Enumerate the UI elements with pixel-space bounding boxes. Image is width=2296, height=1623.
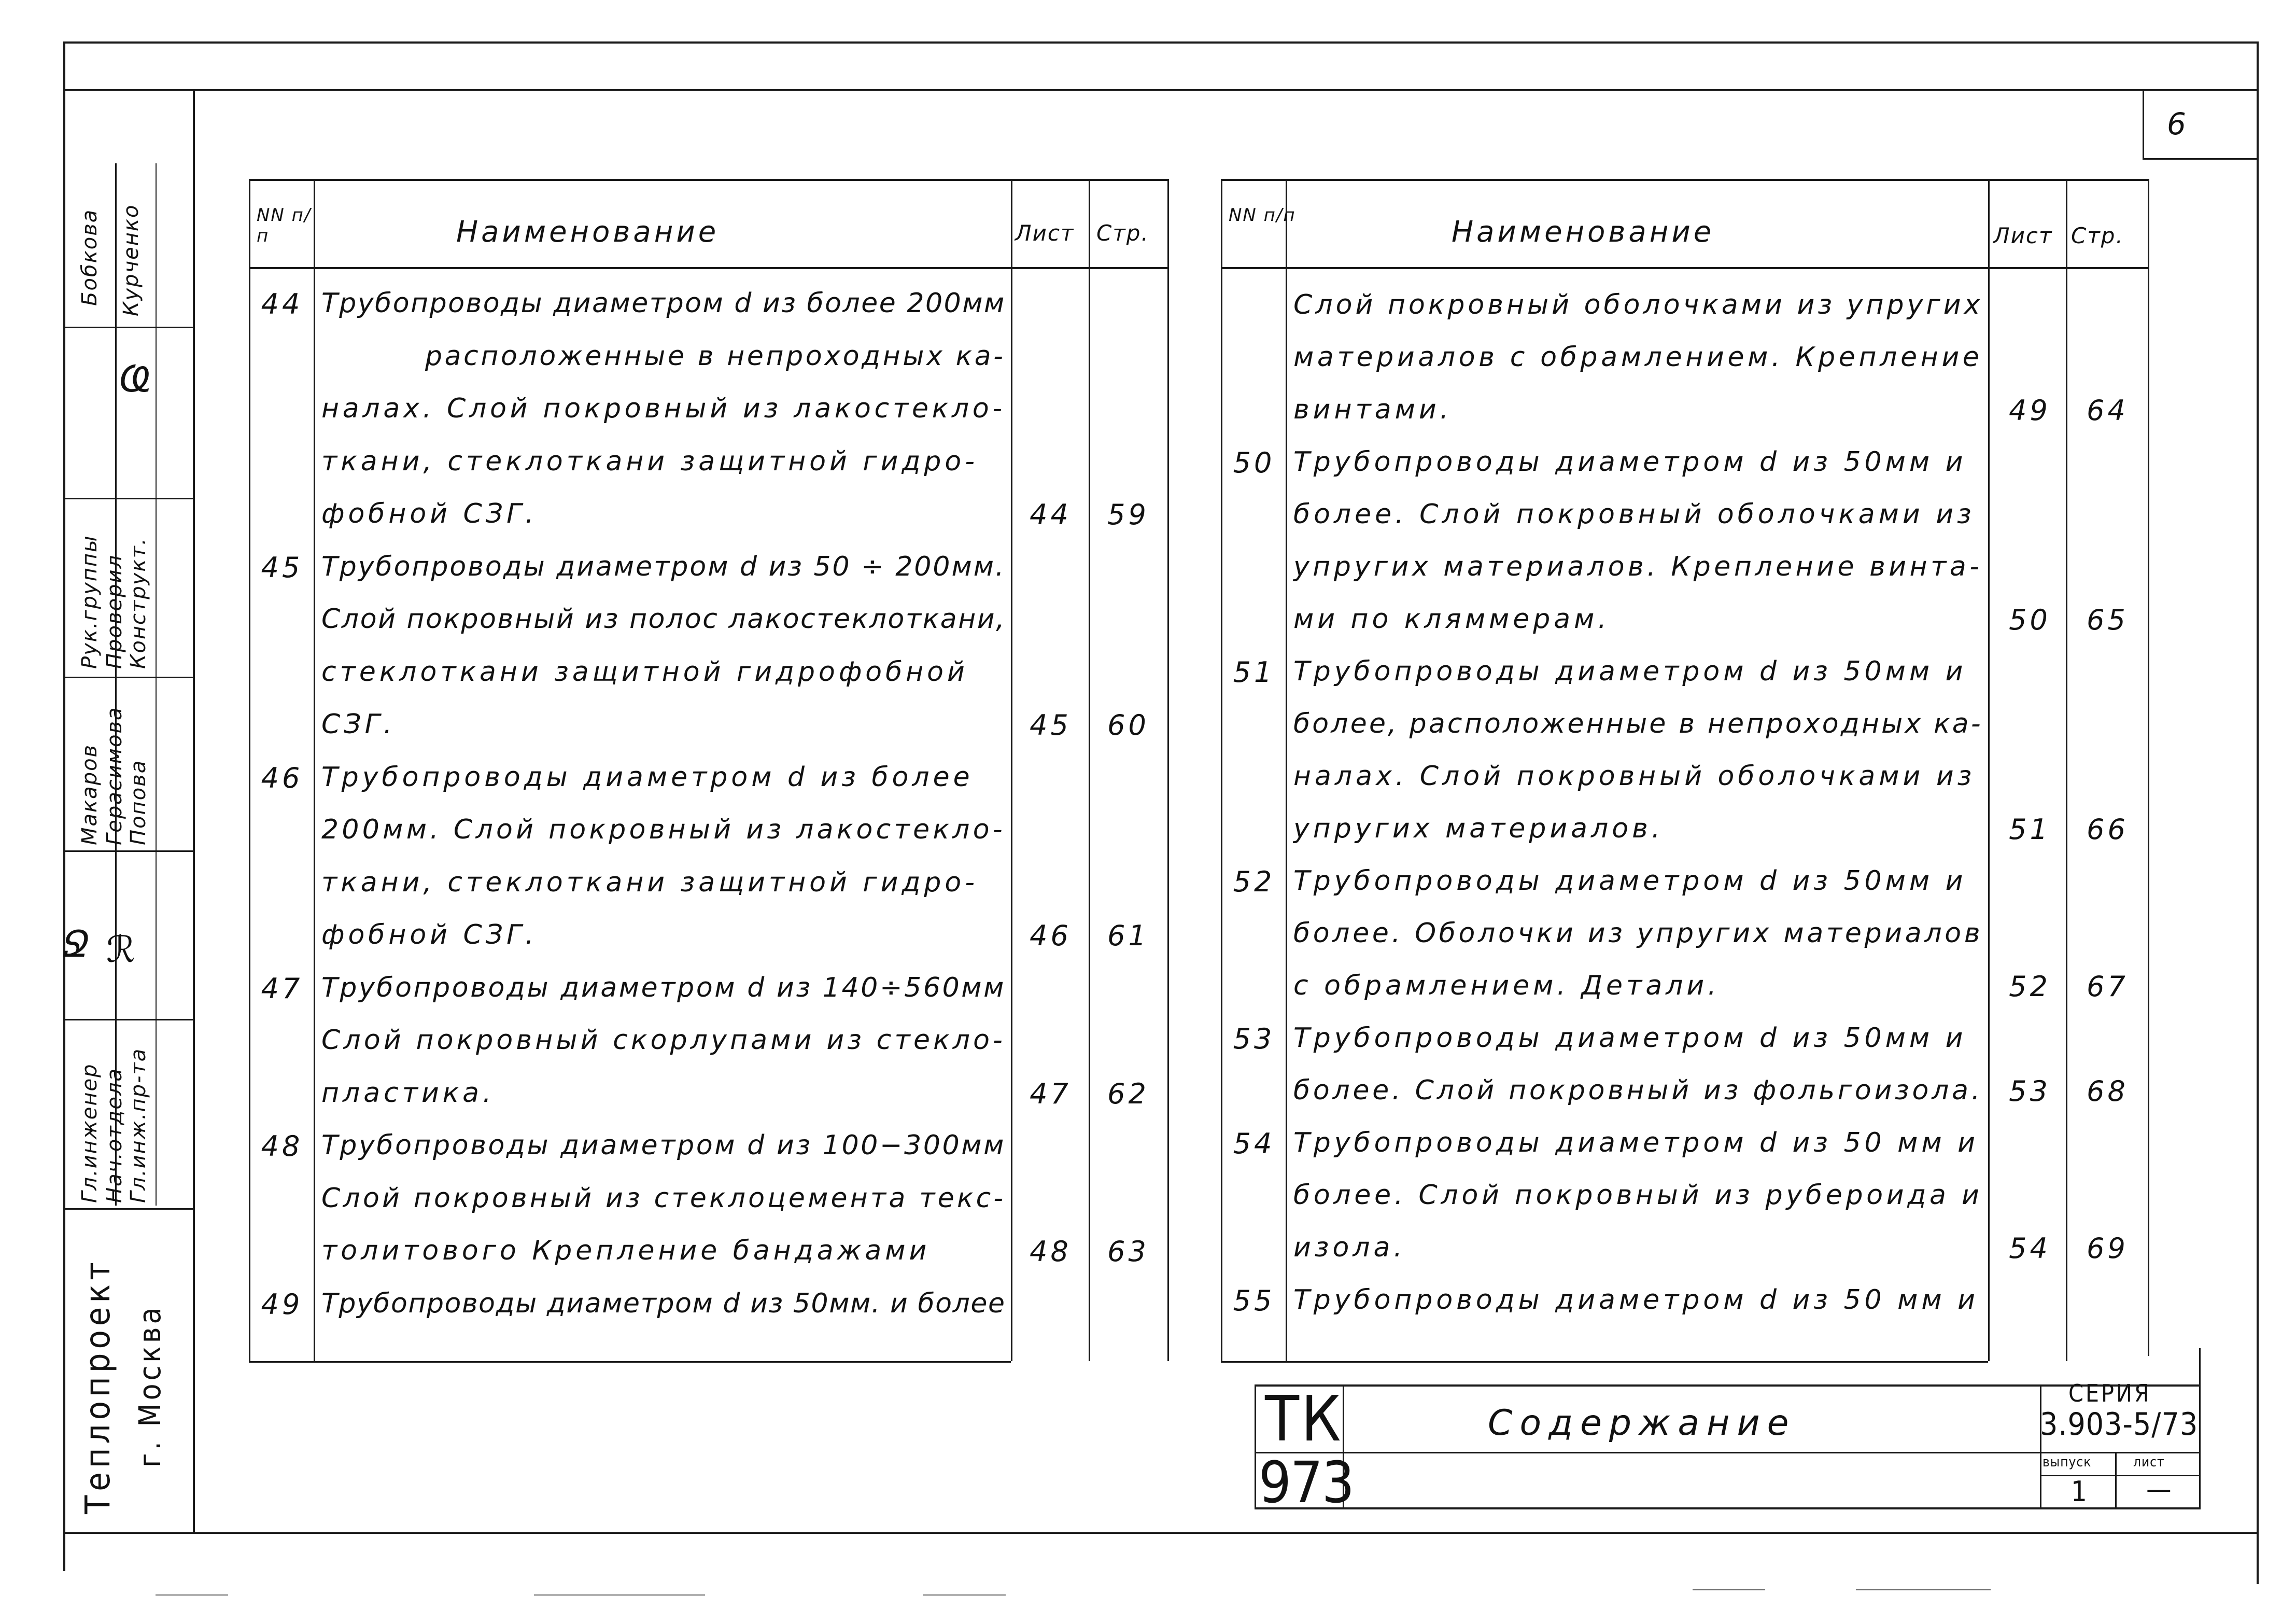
sheet-value: —: [2146, 1473, 2172, 1505]
title-text: Содержание: [1488, 1403, 1796, 1444]
lt-right: [1167, 179, 1169, 1361]
row-list: 53: [2009, 1075, 2051, 1108]
row-text-line: Трубопроводы диаметром d из более: [321, 761, 974, 793]
row-text-line: Трубопроводы диаметром d из 50мм и: [1293, 446, 1967, 478]
title-code-bottom: 973: [1259, 1449, 1354, 1516]
row-text-line: Трубопроводы диаметром d из 50мм и: [1293, 865, 1967, 897]
stamp-div4: [63, 850, 193, 852]
sheet-num-box-left: [2143, 89, 2144, 159]
lt-col1: [314, 179, 315, 1361]
stamp-role-konstrukt: Конструкт.: [126, 537, 150, 669]
row-text-line: толитового Крепление бандажами: [321, 1235, 931, 1266]
row-text-line: пластика.: [321, 1077, 495, 1109]
row-text-line: изола.: [1293, 1232, 1406, 1263]
row-text-line: более. Слой покровный оболочками из: [1293, 499, 1975, 530]
row-text-line: винтами.: [1293, 394, 1453, 425]
scan-mark-2: [534, 1594, 705, 1596]
row-list: 52: [2009, 970, 2051, 1003]
row-text-line: Трубопроводы диаметром d из 100−300мм: [321, 1130, 1006, 1161]
signature-2: Ջ: [62, 923, 90, 966]
row-text-line: Трубопроводы диаметром d из 50мм и: [1293, 1023, 1967, 1054]
row-number: 50: [1233, 446, 1275, 479]
row-text-line: Слой покровный скорлупами из стекло-: [321, 1025, 1006, 1056]
stamp-name-gerasimova: Герасимова: [103, 706, 126, 845]
row-list: 48: [1030, 1235, 1072, 1268]
row-text-line: фобной СЗГ.: [321, 919, 538, 950]
stamp-col-mid: [156, 163, 157, 1206]
row-number: 53: [1233, 1023, 1275, 1055]
tb-series-left: [2040, 1384, 2041, 1509]
title-code-top: ТК: [1265, 1383, 1343, 1456]
rt-col1: [1286, 179, 1287, 1361]
rt-col3: [2066, 179, 2067, 1361]
row-number: 55: [1233, 1284, 1275, 1317]
row-page: 59: [1107, 498, 1149, 531]
stamp-name-popova: Попова: [126, 759, 150, 845]
row-number: 52: [1233, 865, 1275, 898]
stamp-div2: [63, 498, 193, 499]
row-page: 62: [1107, 1077, 1149, 1110]
series-value: 3.903-5/73: [2040, 1406, 2199, 1443]
row-text-line: стеклоткани защитной гидрофобной: [321, 656, 968, 688]
row-number: 46: [261, 761, 303, 794]
signature-1: Ҩ: [119, 358, 152, 400]
tb-top: [1255, 1384, 2201, 1387]
tb-right: [2199, 1348, 2201, 1509]
row-text-line: Трубопроводы диаметром d из 50 мм и: [1293, 1127, 1979, 1158]
rt-header-name: Наименование: [1452, 215, 1715, 249]
issue-label: выпуск: [2043, 1454, 2092, 1470]
row-text-line: Трубопроводы диаметром d из 50 ÷ 200мм.: [321, 551, 1006, 582]
row-page: 63: [1107, 1235, 1149, 1268]
rt-left: [1221, 179, 1222, 1361]
row-text-line: налах. Слой покровный оболочками из: [1293, 761, 1976, 792]
lt-bottom: [249, 1361, 1011, 1363]
row-page: 60: [1107, 709, 1149, 741]
row-page: 66: [2087, 813, 2129, 846]
scan-mark-5: [1856, 1589, 1991, 1590]
stamp-name-bobkova: Бобкова: [78, 208, 102, 306]
frame-inner-left: [193, 89, 195, 1533]
row-number: 51: [1233, 656, 1275, 689]
series-label: СЕРИЯ: [2068, 1379, 2151, 1407]
rt-header-list: Лист: [1993, 223, 2053, 248]
row-list: 50: [2009, 604, 2051, 636]
frame-bottom: [63, 1532, 2259, 1534]
row-text-line: более, расположенные в непроходных ка-: [1293, 708, 1983, 739]
row-page: 61: [1107, 919, 1149, 952]
tb-bottom: [1255, 1507, 2201, 1509]
row-text-line: фобной СЗГ.: [321, 498, 538, 529]
row-number: 45: [261, 551, 303, 584]
tb-left: [1255, 1384, 1256, 1509]
row-number: 47: [261, 972, 303, 1005]
row-page: 69: [2087, 1232, 2129, 1265]
sheet-number: 6: [2167, 106, 2189, 142]
stamp-div5: [63, 1019, 193, 1020]
row-text-line: материалов с обрамлением. Крепление: [1293, 342, 1983, 373]
stamp-col-right: [115, 163, 117, 1206]
rt-header-no: NN п/п: [1229, 205, 1296, 226]
signature-3: ℛ: [106, 928, 135, 971]
stamp-name-kurchenko: Курченко: [119, 204, 143, 316]
lt-header-page: Стр.: [1096, 220, 1149, 246]
row-text-line: расположенные в непроходных ка-: [425, 340, 1006, 372]
row-text-line: налах. Слой покровный из лакостекло-: [321, 393, 1006, 424]
row-text-line: ткани, стеклоткани защитной гидро-: [321, 445, 979, 477]
row-text-line: Трубопроводы диаметром d из 50мм. и более: [321, 1288, 1006, 1319]
stamp-role-proveril: Проверил: [103, 554, 126, 669]
tb-issue-sep: [2115, 1452, 2117, 1509]
rt-right: [2148, 179, 2149, 1356]
row-text-line: Трубопроводы диаметром d из 50 мм и: [1293, 1284, 1979, 1316]
rt-bottom: [1221, 1361, 1988, 1363]
stamp-role-rukgruppy: Рук.группы: [78, 535, 102, 669]
lt-col3: [1089, 179, 1090, 1361]
row-page: 65: [2087, 604, 2129, 636]
row-text-line: 200мм. Слой покровный из лакостекло-: [321, 814, 1006, 845]
scan-mark-4: [1693, 1589, 1765, 1590]
frame-right: [2257, 41, 2259, 1584]
rt-header-page: Стр.: [2071, 223, 2124, 248]
row-text-line: более. Слой покровный из рубероида и: [1293, 1180, 1983, 1211]
row-text-line: Трубопроводы диаметром d из более 200мм: [321, 288, 1006, 319]
frame-inner-top: [63, 89, 2259, 91]
row-text-line: упругих материалов.: [1293, 813, 1664, 844]
stamp-role-nachotdela: Нач.отдела: [103, 1067, 126, 1203]
tb-issue-line: [2040, 1475, 2201, 1476]
lt-header-no: NN п/п: [257, 205, 312, 246]
row-number: 49: [261, 1288, 303, 1321]
row-text-line: упругих материалов. Крепление винта-: [1293, 551, 1983, 582]
row-text-line: более. Оболочки из упругих материалов: [1293, 918, 1983, 949]
row-text-line: более. Слой покровный из фольгоизола.: [1293, 1075, 1983, 1106]
row-text-line: Слой покровный из полос лакостеклоткани,: [321, 604, 1006, 635]
lt-header-name: Наименование: [456, 215, 720, 249]
rt-col2: [1988, 179, 1990, 1361]
lt-header-list: Лист: [1015, 220, 1075, 246]
row-text-line: Трубопроводы диаметром d из 140÷560мм: [321, 972, 1006, 1003]
frame-top: [63, 41, 2259, 44]
row-number: 54: [1233, 1127, 1275, 1160]
stamp-div1: [63, 327, 193, 328]
sheet-num-box-bottom: [2143, 158, 2258, 160]
row-list: 47: [1030, 1077, 1072, 1110]
sheet-label: лист: [2133, 1454, 2165, 1470]
rt-header-bottom: [1221, 267, 2149, 269]
lt-col2: [1011, 179, 1012, 1361]
stamp-role-glinzhener: Гл.инженер: [78, 1063, 102, 1203]
row-text-line: с обрамлением. Детали.: [1293, 970, 1720, 1001]
row-text-line: Слой покровный из стеклоцемента текс-: [321, 1182, 1006, 1214]
row-number: 44: [261, 288, 303, 320]
row-number: 48: [261, 1130, 303, 1163]
stamp-div6: [63, 1208, 193, 1210]
row-page: 67: [2087, 970, 2129, 1003]
lt-top: [249, 179, 1169, 181]
stamp-div3: [63, 677, 193, 678]
row-list: 44: [1030, 498, 1072, 531]
row-page: 68: [2087, 1075, 2129, 1108]
stamp-org: Теплопроект: [78, 1258, 118, 1514]
row-text-line: ми по кляммерам.: [1293, 604, 1610, 635]
scan-mark-3: [923, 1594, 1006, 1596]
scan-mark-1: [156, 1594, 228, 1596]
lt-header-bottom: [249, 267, 1169, 269]
row-text-line: СЗГ.: [321, 709, 396, 740]
frame-left: [63, 41, 65, 1571]
tb-mid: [1255, 1452, 2201, 1453]
row-list: 49: [2009, 394, 2051, 427]
row-list: 46: [1030, 919, 1072, 952]
row-list: 51: [2009, 813, 2051, 846]
row-text-line: Трубопроводы диаметром d из 50мм и: [1293, 656, 1967, 687]
issue-value: 1: [2071, 1475, 2087, 1508]
rt-top: [1221, 179, 2149, 181]
row-page: 64: [2087, 394, 2129, 427]
stamp-name-makarov: Макаров: [78, 744, 102, 845]
row-text-line: ткани, стеклоткани защитной гидро-: [321, 866, 979, 898]
stamp-role-glinzhprta: Гл.инж.пр-та: [126, 1047, 150, 1203]
stamp-city: г. Москва: [132, 1304, 167, 1467]
row-text-line: Слой покровный оболочками из упругих: [1293, 289, 1983, 320]
row-list: 54: [2009, 1232, 2051, 1265]
row-list: 45: [1030, 709, 1072, 741]
